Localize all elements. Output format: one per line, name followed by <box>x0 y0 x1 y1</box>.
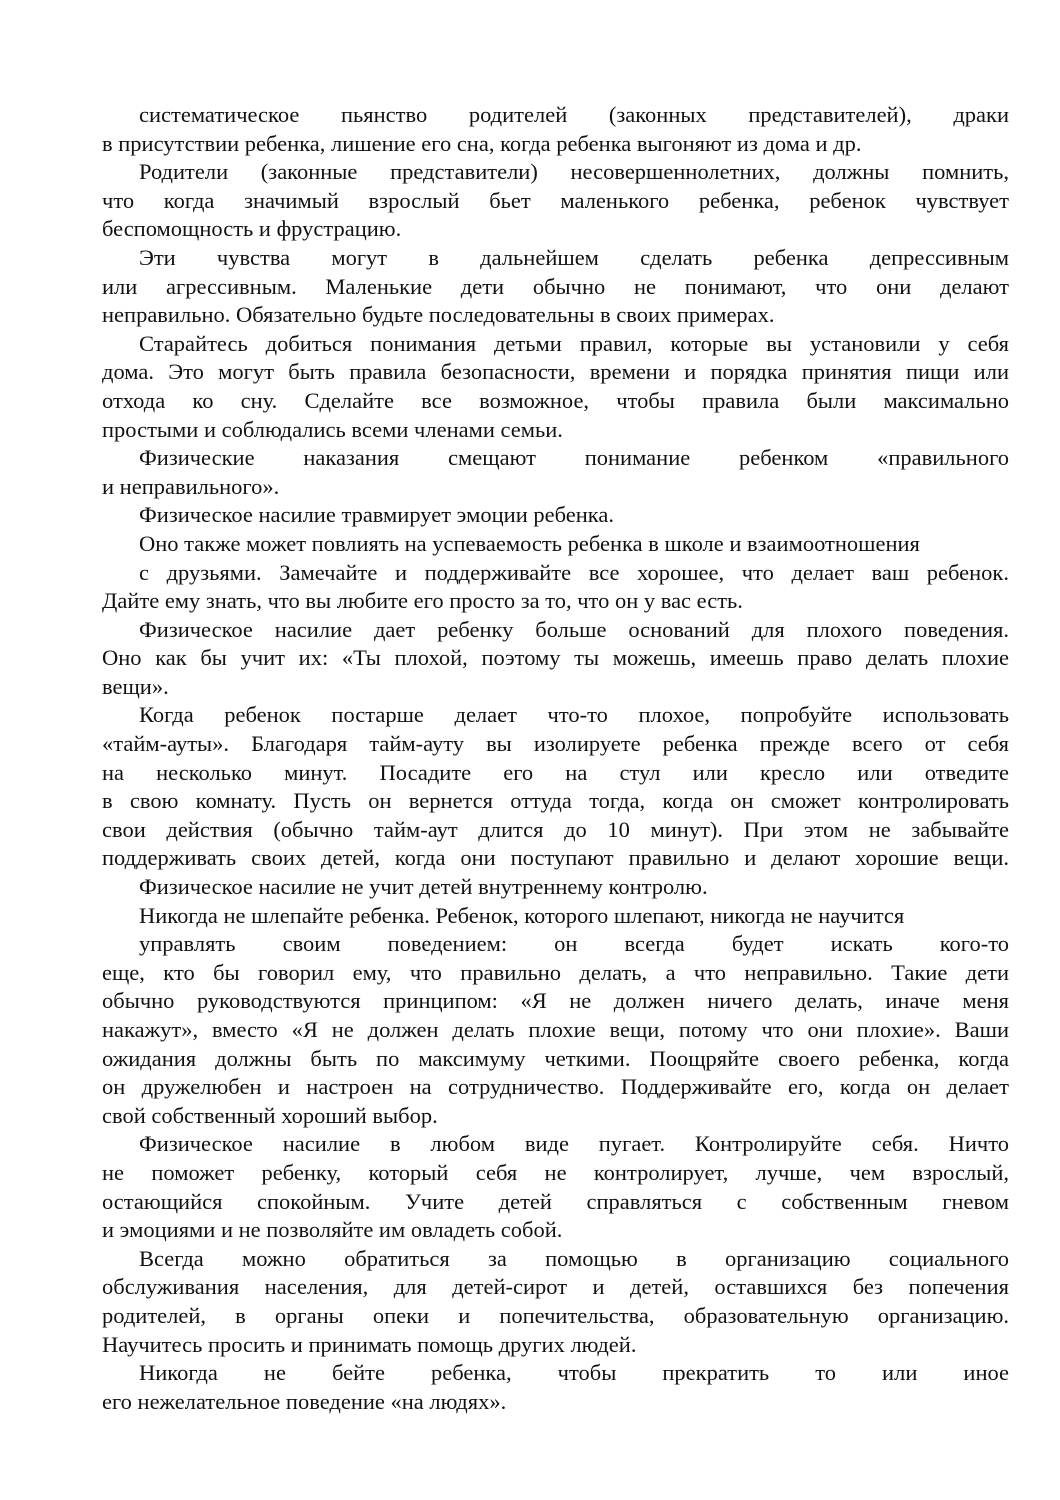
document-page <box>102 101 1009 1416</box>
text-line: и неправильного». <box>102 473 280 499</box>
text-line: накажут», вместо «Я не должен делать плохие вещи, потому что они плохие». Ваши <box>102 1017 1009 1042</box>
text-line: Старайтесь добиться понимания детьми правил, которые вы установили у себя <box>139 330 1009 356</box>
text-line: на несколько минут. Посадите его на стул или кресло или отведите <box>102 759 1009 785</box>
text-line: Всегда можно обратиться за помощью в организацию социального <box>139 1245 1009 1271</box>
text-line: Никогда не шлепайте ребенка. Ребенок, которого шлепают, никогда не научится <box>139 902 905 928</box>
text-line: Физическое насилие в любом виде пугает. Контролируйте себя. Ничто <box>139 1131 1009 1157</box>
text-line: беспомощность и фрустрацию. <box>102 216 402 242</box>
text-line: отхода ко сну. Сделайте все возможное, чтобы правила были максимально <box>102 387 1009 413</box>
text-line: управлять своим поведением: он всегда будет искать кого-то <box>139 931 1009 957</box>
text-line: вещи». <box>102 673 169 699</box>
text-line: родителей, в органы опеки и попечительства, образовательную организацию. <box>102 1302 1009 1328</box>
text-line: Когда ребенок постарше делает что-то плохое, попробуйте использовать <box>139 702 1009 728</box>
text-line: еще, кто бы говорил ему, что правильно делать, а что неправильно. Такие дети <box>102 959 1009 985</box>
text-line: свой собственный хороший выбор. <box>102 1102 438 1128</box>
text-line: дома. Это могут быть правила безопасности, времени и порядка принятия пищи или <box>102 359 1009 385</box>
text-line: Оно как бы учит их: «Ты плохой, поэтому ты можешь, имеешь право делать плохие <box>102 645 1009 671</box>
text-line: что когда значимый взрослый бьет маленького ребенка, ребенок чувствует <box>102 187 1009 213</box>
text-line: поддерживать своих детей, когда они поступают правильно и делают хорошие вещи. <box>102 845 1009 871</box>
text-line: «тайм-ауты». Благодаря тайм-ауту вы изолируете ребенка прежде всего от себя <box>102 731 1009 757</box>
text-line: систематическое пьянство родителей (законных представителей), драки <box>139 102 1009 127</box>
text-line: Научитесь просить и принимать помощь других людей. <box>102 1331 637 1357</box>
text-line: Никогда не бейте ребенка, чтобы прекратить то или иное <box>139 1360 1009 1386</box>
text-line: Дайте ему знать, что вы любите его просто за то, что он у вас есть. <box>102 588 743 614</box>
text-line: или агрессивным. Маленькие дети обычно не понимают, что они делают <box>102 273 1009 299</box>
text-line: с друзьями. Замечайте и поддерживайте все хорошее, что делает ваш ребенок. <box>139 559 1009 585</box>
text-line: Эти чувства могут в дальнейшем сделать ребенка депрессивным <box>139 244 1009 270</box>
text-line: простыми и соблюдались всеми членами семьи. <box>102 416 563 442</box>
text-line: и эмоциями и не позволяйте им овладеть собой. <box>102 1217 563 1243</box>
text-line: он дружелюбен и настроен на сотрудничество. Поддерживайте его, когда он делает <box>102 1074 1009 1100</box>
text-line: Физическое насилие травмирует эмоции ребенка. <box>139 502 614 528</box>
text-line: в присутствии ребенка, лишение его сна, когда ребенка выгоняют из дома и др. <box>102 130 862 156</box>
text-line: Оно также может повлиять на успеваемость ребенка в школе и взаимоотношения <box>139 530 920 556</box>
text-line: обычно руководствуются принципом: «Я не должен ничего делать, иначе меня <box>102 988 1009 1014</box>
text-line: не поможет ребенку, который себя не контролирует, лучше, чем взрослый, <box>102 1159 1009 1185</box>
text-line: Родители (законные представители) несовершеннолетних, должны помнить, <box>139 159 1009 185</box>
text-line: Физические наказания смещают понимание ребенком «правильного <box>139 445 1009 471</box>
text-line: в свою комнату. Пусть он вернется оттуда тогда, когда он сможет контролировать <box>102 788 1009 814</box>
text-line: остающийся спокойным. Учите детей справляться с собственным гневом <box>102 1188 1009 1214</box>
text-line: Физическое насилие не учит детей внутреннему контролю. <box>139 874 708 900</box>
text-line: ожидания должны быть по максимуму четкими. Поощряйте своего ребенка, когда <box>102 1045 1009 1071</box>
text-line: его нежелательное поведение «на людях». <box>102 1388 507 1414</box>
text-line: обслуживания населения, для детей-сирот и детей, оставшихся без попечения <box>102 1274 1009 1300</box>
text-line: неправильно. Обязательно будьте последовательны в своих примерах. <box>102 302 775 328</box>
text-line: Физическое насилие дает ребенку больше оснований для плохого поведения. <box>139 616 1009 642</box>
text-line: свои действия (обычно тайм-аут длится до 10 минут). При этом не забывайте <box>102 816 1009 842</box>
